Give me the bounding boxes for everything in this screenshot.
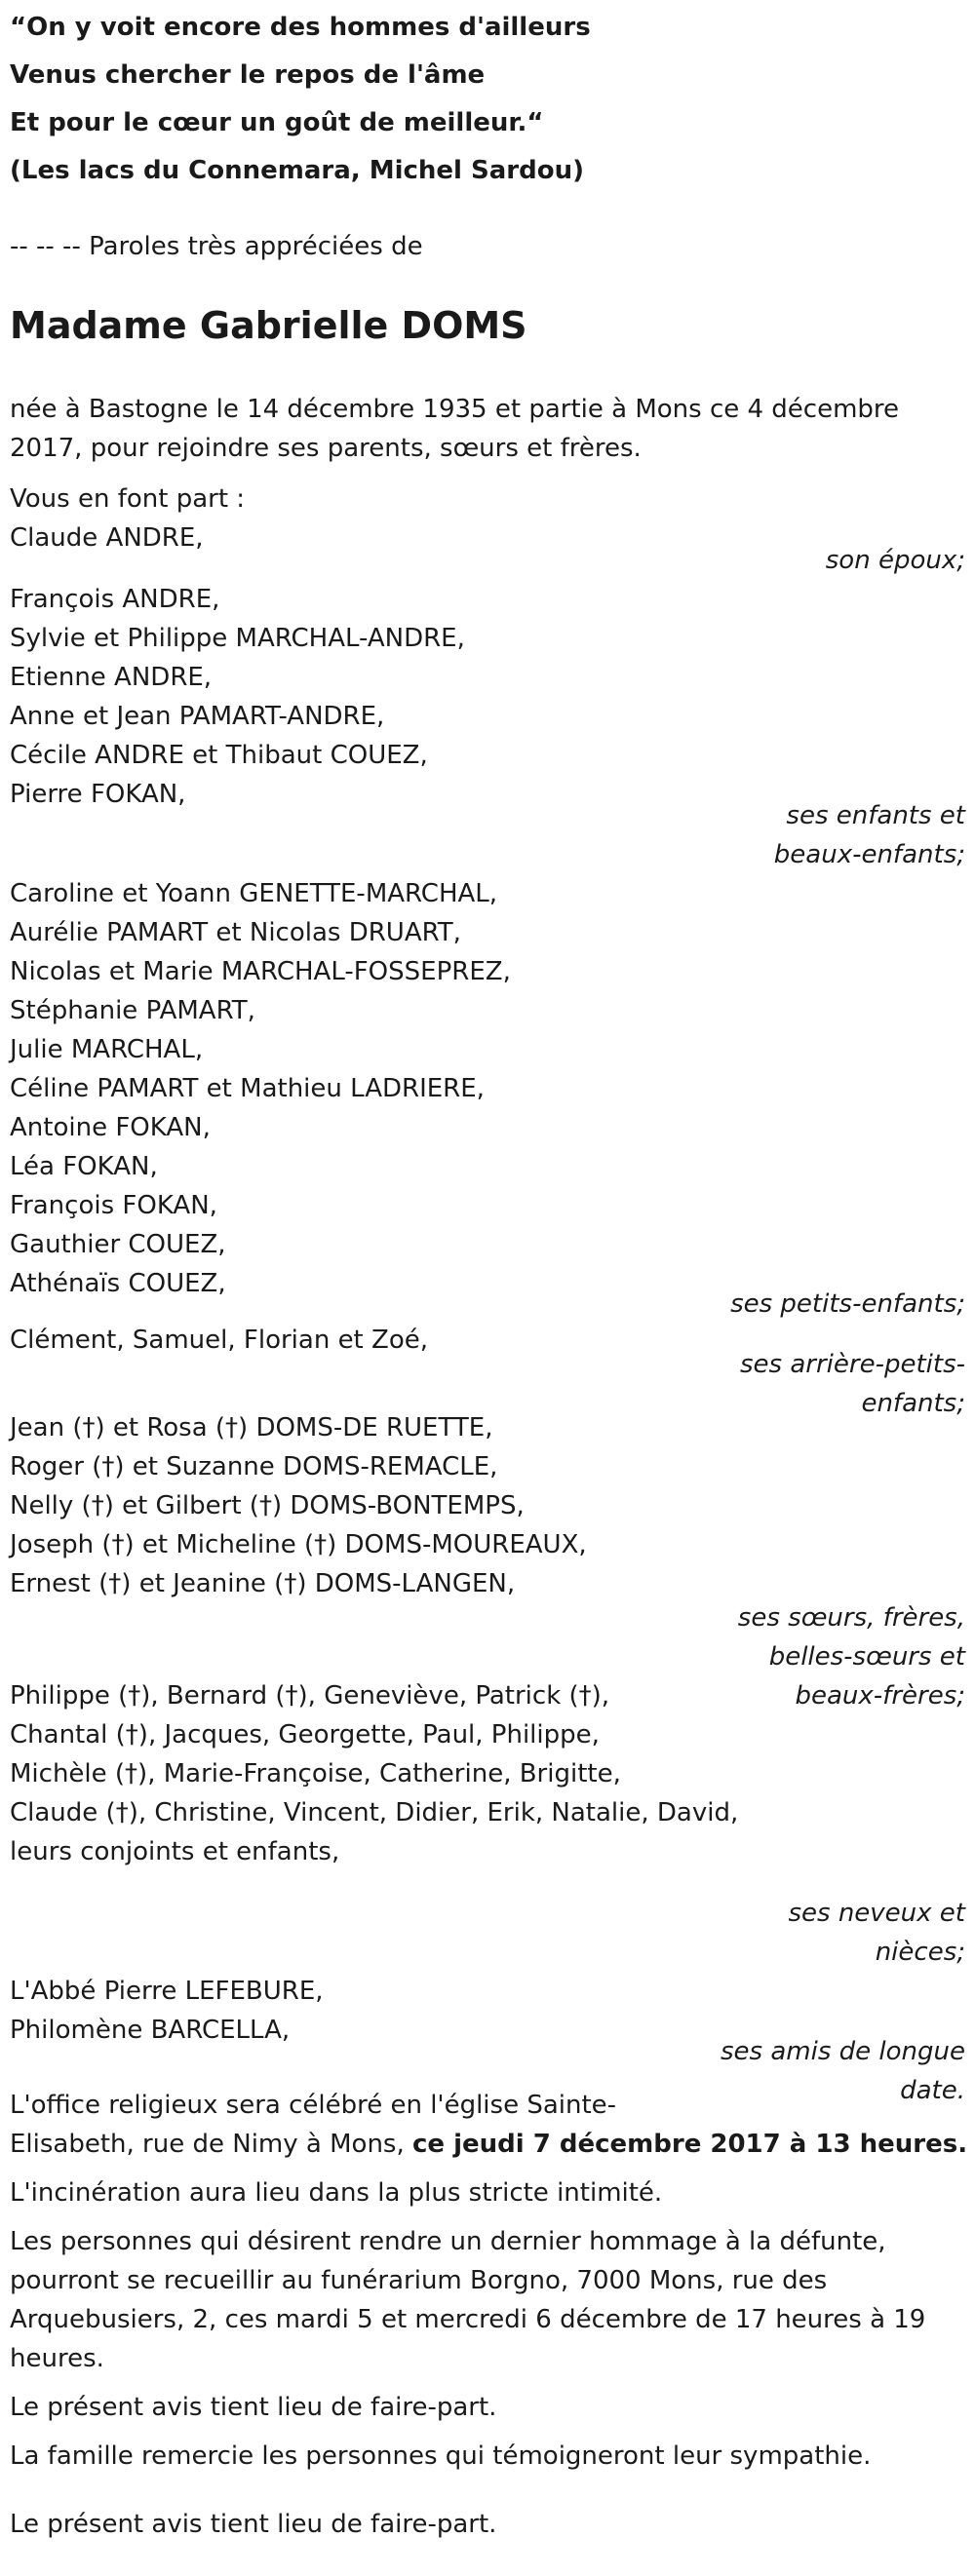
family-role: [517, 1285, 965, 1324]
family-member: Michèle (†), Marie-Françoise, Catherine, Brigitte,: [10, 1759, 621, 1788]
family-role-line: beaux-frères;: [795, 1681, 965, 1711]
family-role-line: date.: [900, 2076, 965, 2105]
visit-line: heures.: [10, 2344, 104, 2373]
family-member: Caroline et Yoann GENETTE-MARCHAL,: [10, 879, 498, 908]
ceremony-block: [10, 2086, 975, 2554]
family-member: Stéphanie PAMART,: [10, 996, 255, 1025]
family-group-names: [10, 874, 965, 1303]
family-member: Antoine FOKAN,: [10, 1113, 211, 1142]
family-role-line: ses arrière-petits-: [740, 1350, 965, 1379]
announce-text: Vous en font part :: [10, 484, 246, 514]
notice-text-repeat: Le présent avis tient lieu de faire-part.: [10, 2510, 497, 2539]
family-role-line: beaux-enfants;: [773, 840, 965, 869]
family-member: Pierre FOKAN,: [10, 780, 186, 809]
family-member: Athénaïs COUEZ,: [10, 1269, 226, 1298]
family-role-line: ses sœurs, frères,: [737, 1603, 965, 1633]
family-member: Claude ANDRE,: [10, 523, 204, 553]
birth-text-line: 2017, pour rejoindre ses parents, sœurs et frères.: [10, 434, 642, 463]
family-member: Sylvie et Philippe MARCHAL-ANDRE,: [10, 624, 465, 653]
notice-text: Le présent avis tient lieu de faire-part.: [10, 2393, 497, 2422]
visit-line: Arquebusiers, 2, ces mardi 5 et mercredi 6 décembre de 17 heures à 19: [10, 2305, 926, 2334]
birth-text: [10, 390, 965, 468]
family-role-line: son époux;: [825, 546, 965, 575]
family-member: Aurélie PAMART et Nicolas DRUART,: [10, 918, 461, 947]
family-role-line: nièces;: [875, 1938, 965, 1967]
family-role-line: ses enfants et: [786, 801, 965, 830]
quote-line: Et pour le cœur un goût de meilleur.“: [10, 108, 544, 137]
family-member: L'Abbé Pierre LEFEBURE,: [10, 1977, 324, 2006]
deceased-name: Madame Gabrielle DOMS: [10, 304, 527, 347]
family-member: Philomène BARCELLA,: [10, 2016, 291, 2045]
family-member: Ernest (†) et Jeanine (†) DOMS-LANGEN,: [10, 1569, 516, 1598]
family-role-line: enfants;: [861, 1389, 965, 1418]
family-member: Léa FOKAN,: [10, 1152, 158, 1181]
family-member: Julie MARCHAL,: [10, 1035, 204, 1064]
family-member: Philippe (†), Bernard (†), Geneviève, Patrick (†),: [10, 1681, 610, 1711]
quote-line: Venus chercher le repos de l'âme: [10, 60, 486, 90]
family-member: Claude (†), Christine, Vincent, Didier, Erik, Natalie, David,: [10, 1798, 739, 1827]
family-member: Chantal (†), Jacques, Georgette, Paul, Philippe,: [10, 1720, 600, 1749]
quote-block: [10, 4, 965, 195]
family-member: François FOKAN,: [10, 1191, 217, 1220]
family-member: Etienne ANDRE,: [10, 663, 213, 692]
ceremony-date: ce jeudi 7 décembre 2017 à 13 heures.: [412, 2130, 968, 2159]
family-role-line: ses amis de longue: [721, 2037, 965, 2066]
quote-line: “On y voit encore des hommes d'ailleurs: [10, 13, 591, 42]
visit-text: [10, 2222, 975, 2378]
family-member: Gauthier COUEZ,: [10, 1230, 226, 1259]
family-role: [517, 541, 965, 580]
family-role: [517, 796, 965, 874]
ceremony-line: Elisabeth, rue de Nimy à Mons,: [10, 2130, 412, 2159]
family-role-line: belles-sœurs et: [768, 1642, 965, 1672]
ceremony-line: L'office religieux sera célébré en l'église Sainte-: [10, 2091, 617, 2120]
family-member: Anne et Jean PAMART-ANDRE,: [10, 702, 385, 731]
visit-line: pourront se recueillir au funérarium Borgno, 7000 Mons, rue des: [10, 2266, 828, 2295]
family-group-names: [10, 1676, 965, 1871]
visit-line: Les personnes qui désirent rendre un dernier hommage à la défunte,: [10, 2227, 886, 2256]
family-group-names: [10, 1408, 965, 1603]
quote-line: (Les lacs du Connemara, Michel Sardou): [10, 156, 584, 185]
thanks-text: La famille remercie les personnes qui témoigneront leur sympathie.: [10, 2441, 872, 2471]
cremation-text: L'incinération aura lieu dans la plus stricte intimité.: [10, 2178, 663, 2208]
family-role: [517, 1894, 965, 1972]
family-member: leurs conjoints et enfants,: [10, 1837, 340, 1866]
family-member: Roger (†) et Suzanne DOMS-REMACLE,: [10, 1452, 498, 1481]
family-member: Clément, Samuel, Florian et Zoé,: [10, 1326, 428, 1355]
family-member: Nicolas et Marie MARCHAL-FOSSEPREZ,: [10, 957, 511, 986]
family-role-line: ses neveux et: [788, 1899, 965, 1928]
family-member: Joseph (†) et Micheline (†) DOMS-MOUREAUX,: [10, 1530, 587, 1559]
birth-text-line: née à Bastogne le 14 décembre 1935 et partie à Mons ce 4 décembre: [10, 395, 900, 424]
family-member: Céline PAMART et Mathieu LADRIERE,: [10, 1074, 485, 1103]
family-group-names: [10, 580, 965, 814]
family-role-line: ses petits-enfants;: [730, 1289, 965, 1319]
family-member: Cécile ANDRE et Thibaut COUEZ,: [10, 741, 428, 770]
family-member: Jean (†) et Rosa (†) DOMS-DE RUETTE,: [10, 1413, 493, 1442]
family-member: Nelly (†) et Gilbert (†) DOMS-BONTEMPS,: [10, 1491, 525, 1520]
family-member: François ANDRE,: [10, 585, 220, 614]
intro-text: -- -- -- Paroles très appréciées de: [10, 232, 423, 261]
